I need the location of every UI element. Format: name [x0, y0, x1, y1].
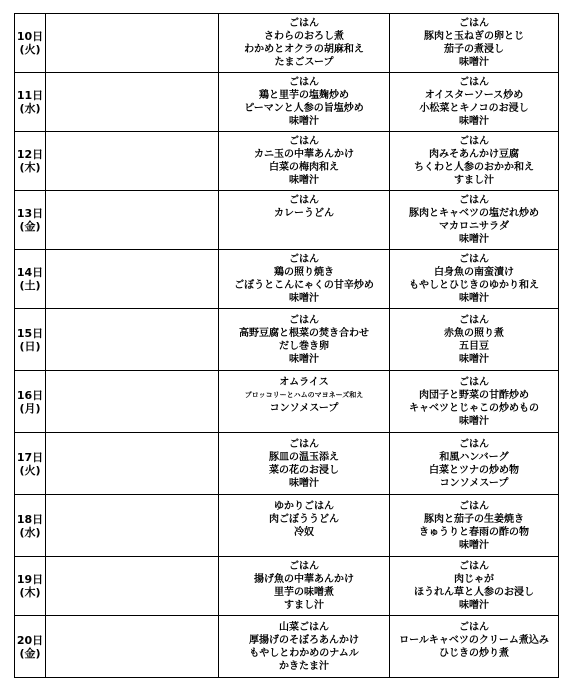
menu-item: 味噌汁 — [289, 353, 319, 365]
menu-row — [15, 14, 559, 73]
dinner-menu-cell — [390, 309, 559, 371]
menu-row — [15, 132, 559, 191]
lunch-menu-cell — [219, 433, 390, 495]
date-cell — [15, 73, 46, 132]
menu-item: ごはん — [459, 314, 489, 326]
menu-item: ごはん — [459, 438, 489, 450]
menu-item: 五目豆 — [459, 340, 489, 352]
lunch-menu-cell — [219, 132, 390, 191]
menu-item: 冷奴 — [294, 526, 314, 538]
dinner-menu-cell — [390, 250, 559, 309]
menu-item: ごはん — [459, 254, 489, 265]
menu-item: 肉みそあんかけ豆腐 — [429, 149, 519, 160]
menu-row — [15, 616, 559, 678]
date-label: 16日 — [16, 388, 44, 402]
date-cell — [15, 132, 46, 191]
menu-item: 味噌汁 — [459, 539, 489, 551]
lunch-menu-cell — [219, 616, 390, 678]
date-cell — [15, 616, 46, 678]
menu-item: 肉団子と野菜の甘酢炒め — [419, 389, 529, 401]
menu-item: すまし汁 — [454, 175, 494, 186]
date-cell — [15, 14, 46, 73]
weekday-label: (木) — [19, 161, 41, 174]
menu-item: ごはん — [459, 136, 489, 147]
menu-item: 味噌汁 — [289, 116, 319, 127]
menu-item: ごはん — [289, 18, 319, 29]
menu-item: 味噌汁 — [459, 234, 489, 245]
menu-item: ごはん — [289, 77, 319, 88]
menu-item: ごはん — [459, 18, 489, 29]
menu-item: 味噌汁 — [289, 293, 319, 304]
weekday-label: (月) — [19, 401, 41, 415]
menu-item: 肉じゃが — [454, 574, 494, 585]
menu-item — [390, 660, 558, 673]
blank-cell — [46, 309, 219, 371]
blank-cell — [46, 433, 219, 495]
menu-row — [15, 557, 559, 616]
blank-cell — [46, 557, 219, 616]
menu-item — [219, 233, 389, 246]
menu-item: 鶏の照り焼き — [274, 267, 334, 278]
menu-item: ゆかりごはん — [274, 500, 334, 512]
menu-item: 味噌汁 — [459, 415, 489, 427]
date-cell — [15, 433, 46, 495]
menu-item: 鶏と里芋の塩麹炒め — [259, 90, 349, 101]
menu-item: 味噌汁 — [289, 175, 319, 186]
menu-item: さわらのおろし煮 — [264, 31, 344, 42]
dinner-menu-cell — [390, 14, 559, 73]
date-label: 15日 — [16, 326, 44, 340]
menu-item — [219, 415, 389, 428]
menu-item: 味噌汁 — [459, 57, 489, 68]
date-cell — [15, 250, 46, 309]
menu-item: ごはん — [289, 314, 319, 326]
menu-row — [15, 73, 559, 132]
menu-item: ごはん — [289, 438, 319, 450]
menu-item: コンソメスープ — [439, 477, 509, 489]
menu-item: ごはん — [459, 621, 489, 633]
date-label: 17日 — [16, 450, 44, 464]
lunch-menu-cell — [219, 309, 390, 371]
menu-item: ブロッコリーとハムのマヨネーズ和え — [244, 390, 364, 399]
lunch-menu-cell — [219, 191, 390, 250]
menu-item: 豚皿の温玉添え — [269, 451, 339, 463]
menu-row — [15, 433, 559, 495]
menu-item: 味噌汁 — [459, 353, 489, 365]
menu-item: 里芋の味噌煮 — [274, 587, 334, 598]
menu-item: わかめとオクラの胡麻和え — [244, 44, 364, 55]
menu-item: ほうれん草と人参のお浸し — [414, 587, 534, 598]
lunch-menu-cell — [219, 73, 390, 132]
date-cell — [15, 557, 46, 616]
menu-item: 味噌汁 — [459, 116, 489, 127]
dinner-menu-cell — [390, 495, 559, 557]
menu-item: ちくわと人参のおかか和え — [414, 162, 534, 173]
weekday-label: (日) — [19, 339, 41, 353]
menu-item: 赤魚の照り煮 — [444, 327, 504, 339]
dinner-menu-cell — [390, 616, 559, 678]
blank-cell — [46, 14, 219, 73]
blank-cell — [46, 73, 219, 132]
menu-item: ごはん — [289, 561, 319, 572]
blank-cell — [46, 371, 219, 433]
menu-table-body — [15, 14, 559, 678]
menu-row — [15, 191, 559, 250]
menu-item: もやしとひじきのゆかり和え — [409, 280, 539, 291]
date-cell — [15, 191, 46, 250]
date-label: 12日 — [16, 148, 44, 161]
date-label: 13日 — [16, 207, 44, 220]
menu-item: ピーマンと人参の旨塩炒め — [244, 103, 364, 114]
menu-item: たまごスープ — [274, 57, 334, 68]
weekday-label: (金) — [19, 646, 41, 660]
dinner-menu-cell — [390, 73, 559, 132]
weekday-label: (水) — [19, 525, 41, 539]
dinner-menu-cell — [390, 433, 559, 495]
menu-item: ロールキャベツのクリーム煮込み — [399, 634, 549, 646]
menu-item: ごはん — [289, 195, 319, 206]
dinner-menu-cell — [390, 132, 559, 191]
menu-row — [15, 250, 559, 309]
date-cell — [15, 495, 46, 557]
date-label: 20日 — [16, 633, 44, 647]
menu-item: 味噌汁 — [459, 293, 489, 304]
weekday-label: (土) — [19, 279, 41, 292]
weekday-label: (火) — [19, 463, 41, 477]
date-cell — [15, 371, 46, 433]
menu-item: ごはん — [459, 561, 489, 572]
dinner-menu-cell — [390, 191, 559, 250]
menu-row — [15, 371, 559, 433]
date-label: 18日 — [16, 512, 44, 526]
menu-item: 高野豆腐と根菜の焚き合わせ — [239, 327, 369, 339]
lunch-menu-cell — [219, 14, 390, 73]
blank-cell — [46, 191, 219, 250]
menu-item: ごはん — [459, 500, 489, 512]
menu-table — [14, 13, 559, 678]
lunch-menu-cell — [219, 495, 390, 557]
menu-item: 茄子の煮浸し — [444, 44, 504, 55]
menu-item: ごはん — [289, 136, 319, 147]
menu-item: カレーうどん — [274, 208, 334, 219]
weekday-label: (金) — [19, 220, 41, 233]
menu-item — [219, 220, 389, 233]
menu-item: 味噌汁 — [289, 477, 319, 489]
menu-item: キャベツとじゃこの炒めもの — [409, 402, 539, 414]
blank-cell — [46, 495, 219, 557]
menu-item — [219, 539, 389, 552]
menu-item: コンソメスープ — [269, 402, 339, 414]
lunch-menu-cell — [219, 557, 390, 616]
menu-item: 菜の花のお浸し — [269, 464, 339, 476]
weekday-label: (水) — [19, 102, 41, 115]
menu-item: 肉ごぼううどん — [269, 513, 339, 525]
menu-row — [15, 309, 559, 371]
date-label: 14日 — [16, 266, 44, 279]
menu-item: 味噌汁 — [459, 600, 489, 611]
weekday-label: (木) — [19, 586, 41, 599]
menu-item: 豚肉と茄子の生姜焼き — [424, 513, 524, 525]
menu-item: 揚げ魚の中華あんかけ — [254, 574, 354, 585]
menu-row — [15, 495, 559, 557]
date-cell — [15, 309, 46, 371]
menu-item: 小松菜とキノコのお浸し — [419, 103, 529, 114]
menu-item: ひじきの炒り煮 — [439, 647, 509, 659]
menu-item: だし巻き卵 — [279, 340, 329, 352]
menu-item: カニ玉の中華あんかけ — [254, 149, 354, 160]
lunch-menu-cell — [219, 250, 390, 309]
blank-cell — [46, 132, 219, 191]
menu-item: 白菜の梅肉和え — [269, 162, 339, 173]
menu-item: 白菜とツナの炒め物 — [429, 464, 519, 476]
lunch-menu-cell — [219, 371, 390, 433]
blank-cell — [46, 250, 219, 309]
menu-item: もやしとわかめのナムル — [249, 647, 359, 659]
menu-item: ごはん — [459, 77, 489, 88]
date-label: 10日 — [16, 30, 44, 43]
blank-cell — [46, 616, 219, 678]
date-label: 11日 — [16, 89, 44, 102]
menu-item: ごはん — [459, 195, 489, 206]
menu-item: ごぼうとこんにゃくの甘辛炒め — [234, 280, 374, 291]
menu-item: 和風ハンバーグ — [439, 451, 509, 463]
menu-item: 山菜ごはん — [279, 621, 329, 633]
dinner-menu-cell — [390, 371, 559, 433]
menu-item: 豚肉と玉ねぎの卵とじ — [424, 31, 524, 42]
menu-item: ごはん — [459, 376, 489, 388]
menu-item: 豚肉とキャベツの塩だれ炒め — [409, 208, 539, 219]
menu-item: オムライス — [279, 376, 329, 388]
weekday-label: (火) — [19, 43, 41, 56]
menu-item: 白身魚の南蛮漬け — [434, 267, 514, 278]
menu-item: オイスターソース炒め — [424, 90, 524, 101]
menu-item: ごはん — [289, 254, 319, 265]
date-label: 19日 — [16, 573, 44, 586]
menu-item: きゅうりと春雨の酢の物 — [419, 526, 529, 538]
menu-item: すまし汁 — [284, 600, 324, 611]
dinner-menu-cell — [390, 557, 559, 616]
menu-item: 厚揚げのそぼろあんかけ — [249, 634, 359, 646]
menu-item: かきたま汁 — [279, 660, 329, 672]
menu-item: マカロニサラダ — [439, 221, 509, 232]
